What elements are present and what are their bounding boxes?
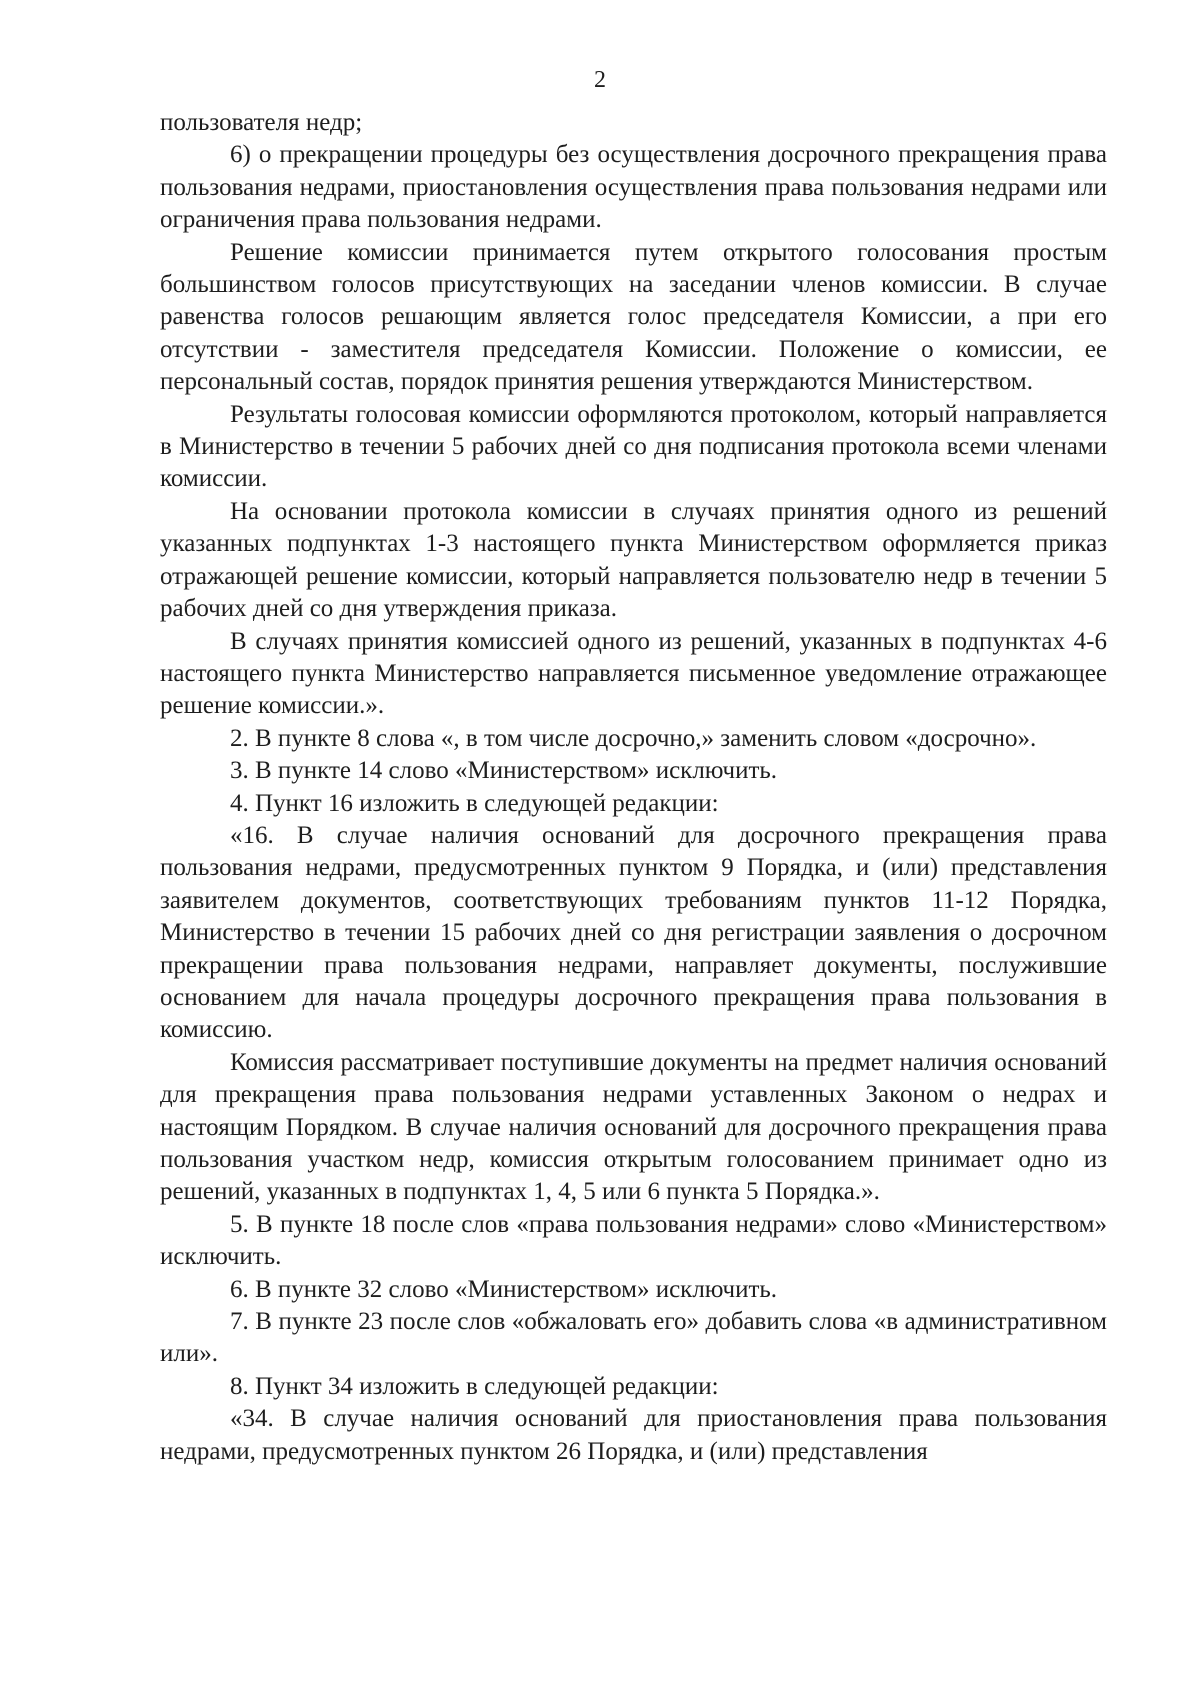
page-number: 2 (594, 67, 606, 93)
paragraph: пользователя недр; (160, 109, 363, 136)
paragraph: Решение комиссии принимается путем открытого голосования простым большинством голосов присутствующих на заседании членов комиссии. В случае равенства голосов решающим является голос председателя Комиссии, а при его отсутствии - заместителя председателя Комиссии. Положение о комиссии, ее персональный состав, порядок принятия решения утверждаются Министерством. (160, 238, 1107, 396)
paragraph: 6) о прекращении процедуры без осуществления досрочного прекращения права пользования недрами, приостановления осуществления права пользования недрами или ограничения права пользования недрами. (160, 141, 1107, 234)
paragraph: «16. В случае наличия оснований для досрочного прекращения права пользования недрами, предусмотренных пунктом 9 Порядка, и (или) представления заявителем документов, соответствующих требованиям пунктов 11-12 Порядка, Министерство в течении 15 рабочих дней со дня регистрации заявления о досрочном прекращении права пользования недрами, направляет документы, послужившие основанием для начала процедуры досрочного прекращения права пользования в комиссию. (160, 821, 1107, 1044)
paragraph: 3. В пункте 14 слово «Министерством» исключить. (230, 757, 778, 785)
paragraph: «34. В случае наличия оснований для приостановления права пользования недрами, предусмотренных пунктом 26 Порядка, и (или) представления (160, 1405, 1107, 1465)
paragraph: Комиссия рассматривает поступившие документы на предмет наличия оснований для прекращения права пользования недрами уставленных Законом о недрах и настоящим Порядком. В случае наличия оснований для досрочного прекращения права пользования участком недр, комиссия открытым голосованием принимает одно из решений, указанных в подпунктах 1, 4, 5 или 6 пункта 5 Порядка.». (160, 1048, 1107, 1206)
paragraph: 5. В пункте 18 после слов «права пользования недрами» слово «Министерством» исключить. (160, 1210, 1107, 1271)
paragraph: На основании протокола комиссии в случаях принятия одного из решений указанных подпунктах 1-3 настоящего пункта Министерством оформляется приказ отражающей решение комиссии, который направляется пользователю недр в течении 5 рабочих дней со дня утверждения приказа. (160, 497, 1107, 623)
paragraph: 2. В пункте 8 слова «, в том числе досрочно,» заменить словом «досрочно». (230, 724, 1037, 752)
paragraph: 6. В пункте 32 слово «Министерством» исключить. (230, 1275, 778, 1303)
document-body (160, 107, 1107, 1468)
paragraph: 8. Пункт 34 изложить в следующей редакции: (230, 1372, 719, 1400)
paragraph: Результаты голосовая комиссии оформляются протоколом, который направляется в Министерство в течении 5 рабочих дней со дня подписания протокола всеми членами комиссии. (160, 400, 1107, 493)
paragraph: В случаях принятия комиссией одного из решений, указанных в подпунктах 4-6 настоящего пункта Министерство направляется письменное уведомление отражающее решение комиссии.». (160, 627, 1107, 720)
paragraph: 7. В пункте 23 после слов «обжаловать его» добавить слова «в административном или». (160, 1308, 1107, 1368)
paragraph: 4. Пункт 16 изложить в следующей редакции: (230, 789, 719, 817)
